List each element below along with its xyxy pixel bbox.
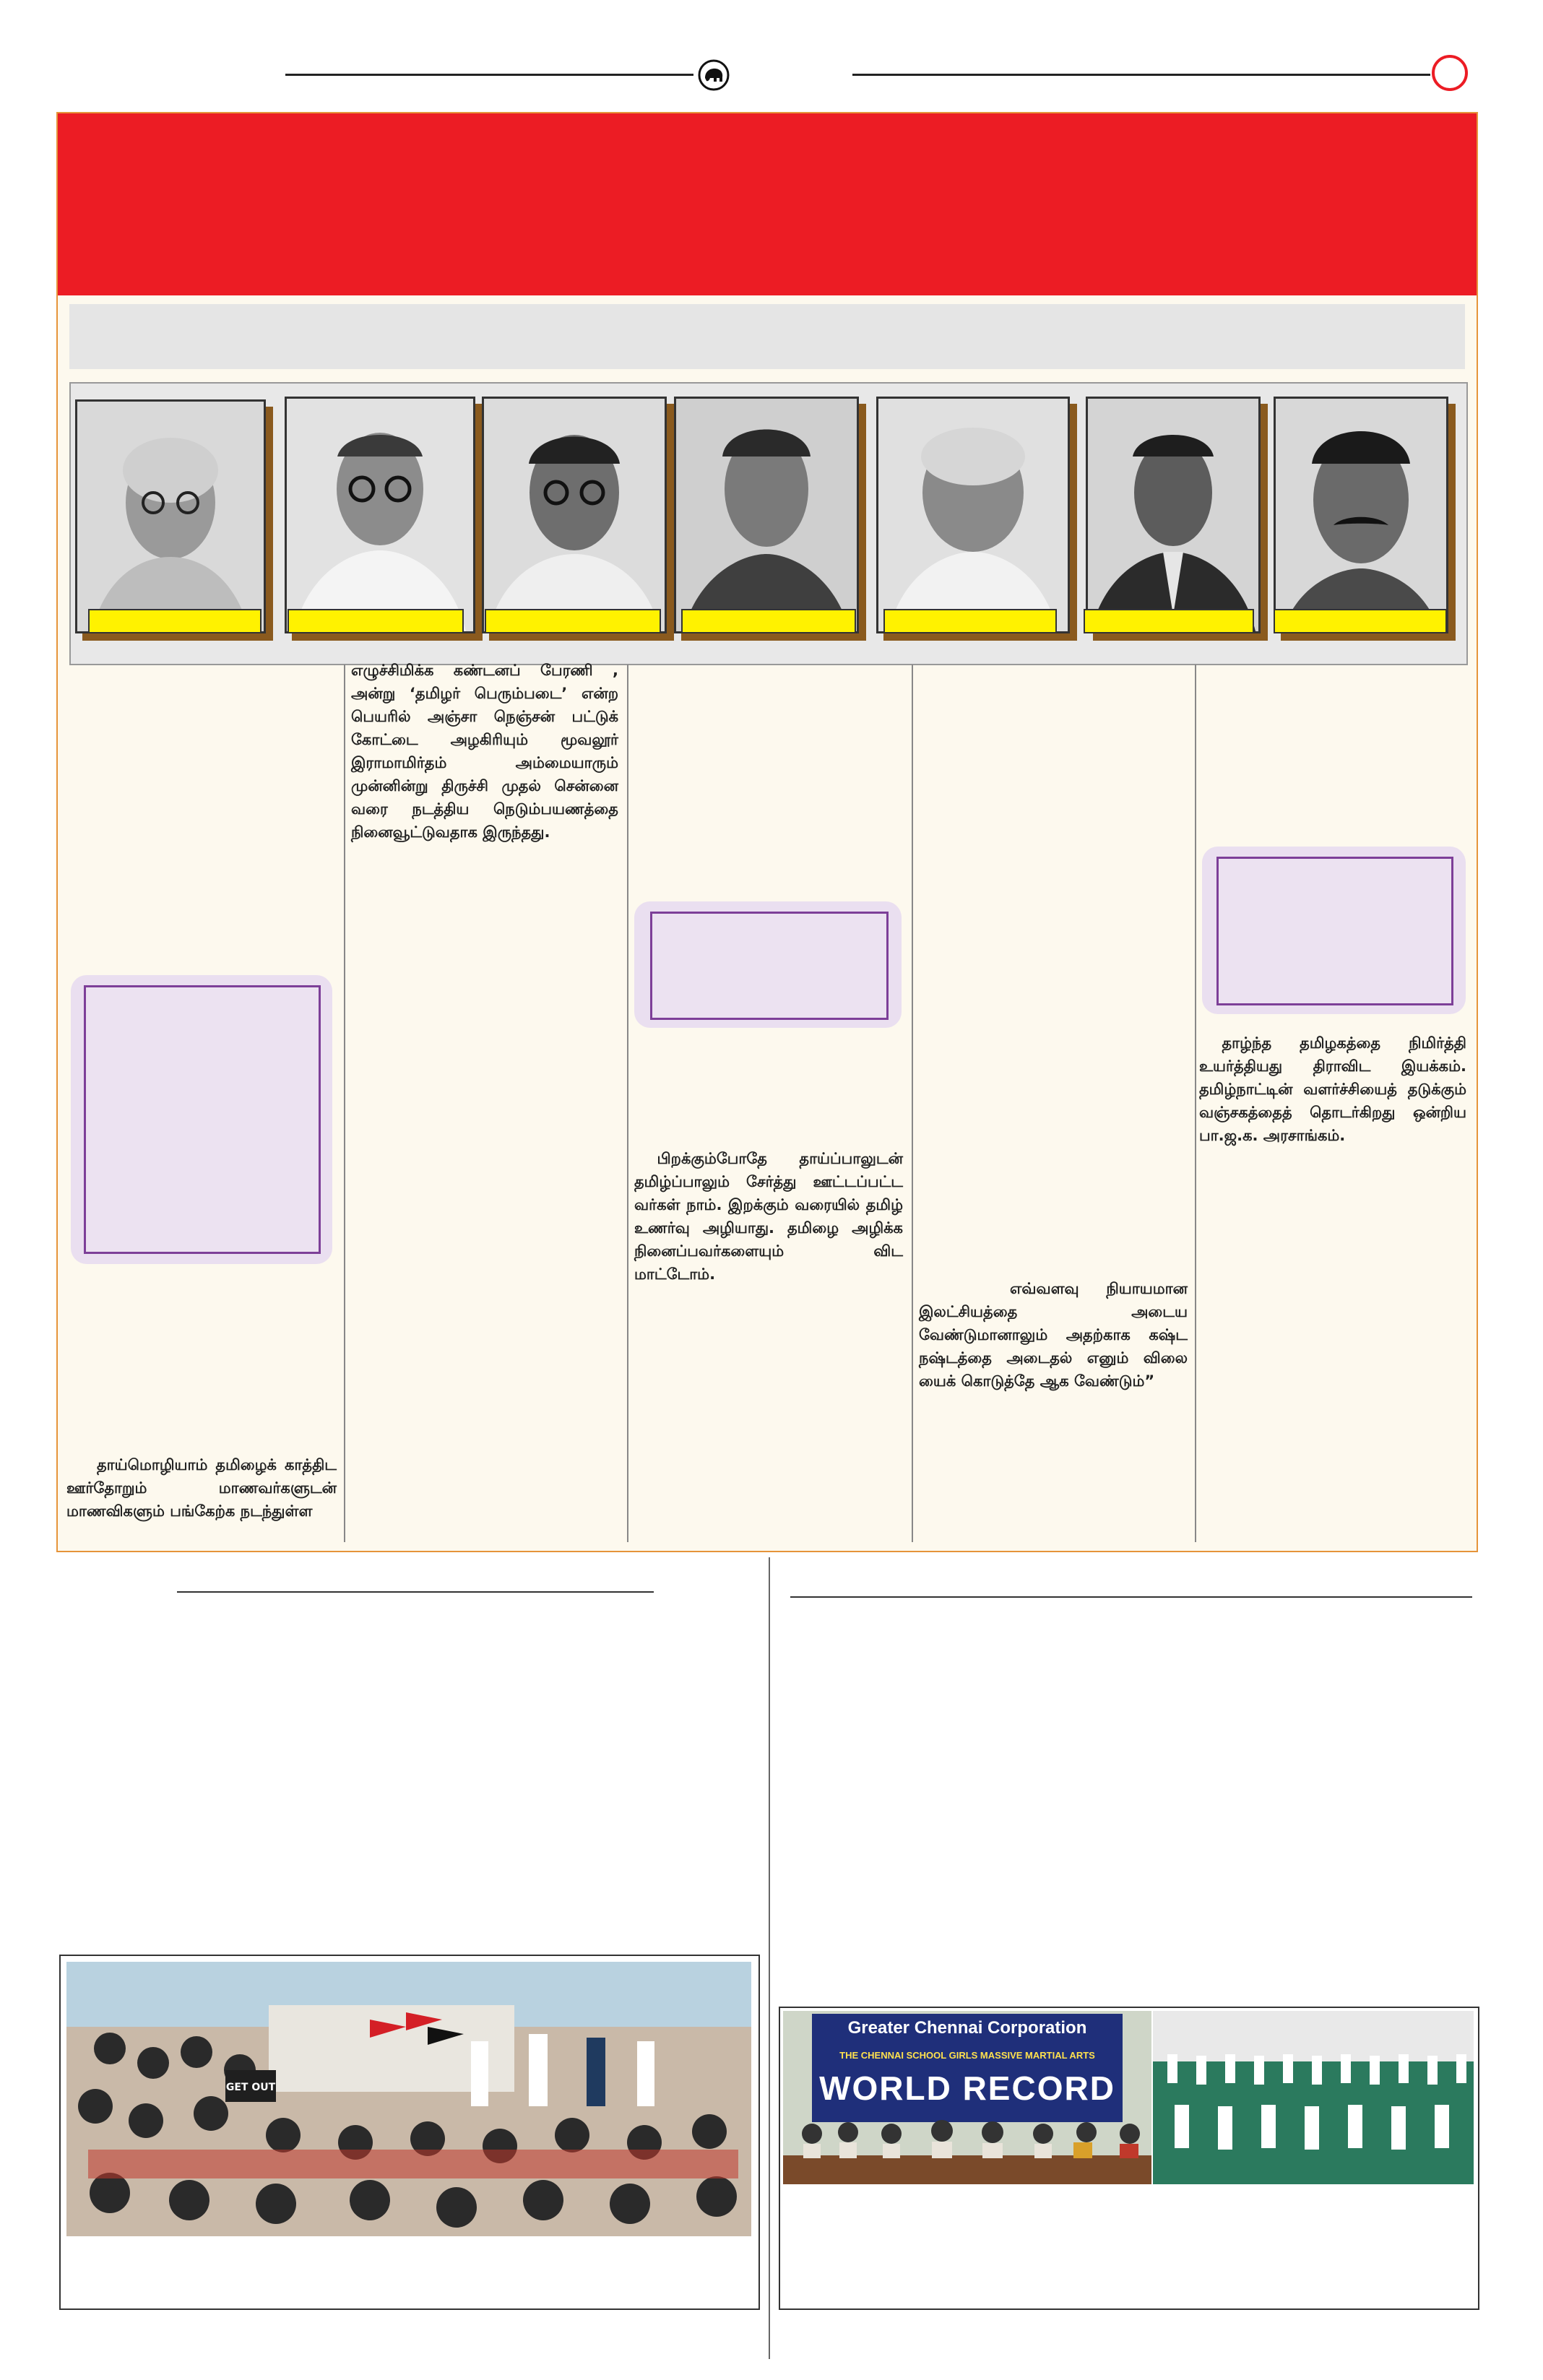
portrait-6-nameplate — [1084, 609, 1254, 633]
portrait-3-nameplate — [485, 609, 661, 633]
column-5-mid-text: தாழ்ந்த தமிழகத்தை நிமிர்த்தி உயர்த்தியது திராவிட இயக்கம். தமிழ்நாட்டின் வளர்ச்சியைத் தடுக்கும் வஞ்சகத்தைத் தொடர்கிறது ஒன்றிய பா.ஜ.க. அரசாங்கம். — [1199, 1034, 1466, 1144]
column-2-top-text: எழுச்சிமிக்க கண்டனப் பேரணி , அன்று ‘தமிழர் பெரும்படை’ என்ற பெயரில் அஞ்சா நெஞ்சன் பட்டுக் கோட்டை அழகிரியும் மூவலூர் இராமாமிர்தம் அம்மையாரும் முன்னின்று திருச்சி முதல் சென்னை வரை நடத்திய நெடும்பயணத்தை நினைவூட்டுவதாக இருந்தது. — [351, 662, 618, 841]
banner-event-text: THE CHENNAI SCHOOL GIRLS MASSIVE MARTIAL ARTS — [839, 2050, 1095, 2061]
man-with-glasses-portrait-icon — [287, 399, 473, 631]
pull-quote-3 — [1202, 847, 1466, 1014]
portrait-7-nameplate — [1274, 609, 1447, 633]
pull-quote-2-frame — [650, 912, 889, 1020]
man-with-glasses-portrait-icon — [484, 399, 665, 631]
lower-right-headline-rule — [790, 1596, 1472, 1598]
header-rule-left — [285, 74, 693, 76]
elderly-woman-portrait-icon — [77, 402, 264, 631]
feature-card — [56, 112, 1478, 1552]
portrait-4 — [674, 397, 859, 633]
column-divider-1 — [344, 665, 345, 1542]
portrait-5 — [876, 397, 1070, 633]
elderly-woman-portrait-icon — [878, 399, 1068, 631]
man-portrait-icon — [676, 399, 857, 631]
pull-quote-1 — [71, 975, 332, 1264]
portrait-1 — [75, 399, 266, 633]
portrait-3 — [482, 397, 667, 633]
elephant-emblem-icon — [696, 58, 731, 92]
column-divider-4 — [1195, 665, 1196, 1542]
event-stage-photo — [783, 2011, 1151, 2184]
banner-title-text: WORLD RECORD — [819, 2069, 1115, 2107]
event-banner — [812, 2014, 1123, 2122]
lower-center-divider — [769, 1557, 770, 2359]
protest-rally-photo — [66, 1962, 751, 2236]
protest-sign-text: GET OUT — [225, 2082, 276, 2093]
portrait-7 — [1274, 397, 1448, 633]
lower-left-headline-rule — [177, 1591, 654, 1593]
man-in-suit-portrait-icon — [1088, 399, 1258, 631]
man-with-mustache-portrait-icon — [1276, 399, 1446, 631]
portrait-6 — [1086, 397, 1261, 633]
portrait-1-nameplate — [88, 609, 262, 633]
protest-rally-photo-box — [59, 1955, 760, 2310]
martial-arts-students — [1153, 2011, 1474, 2184]
subtitle-bar — [69, 304, 1465, 369]
world-record-photo-box — [779, 2007, 1479, 2310]
column-4-bottom-text: எவ்வளவு நியாயமான இலட்சியத்தை அடைய வேண்டுமானாலும் அதற்காக கஷ்ட நஷ்டத்தை அடைதல் எனும் விலை யைக் கொடுத்தே ஆக வேண்டும்” — [919, 1280, 1188, 1390]
banner-org-text: Greater Chennai Corporation — [847, 2018, 1087, 2038]
stage-guests — [783, 2112, 1151, 2184]
pull-quote-2 — [634, 901, 902, 1028]
portrait-4-nameplate — [681, 609, 856, 633]
portrait-2 — [285, 397, 475, 633]
martial-arts-photo — [1153, 2011, 1474, 2184]
column-divider-2 — [627, 665, 628, 1542]
column-divider-3 — [912, 665, 913, 1542]
column-3-mid-text: பிறக்கும்போதே தாய்ப்பாலுடன் தமிழ்ப்பாலும் சேர்த்து ஊட்டப்பட்ட வர்கள் நாம். இறக்கும் வரையில் தமிழ் உணர்வு அழியாது. தமிழை அழிக்க நினைப்பவர்களையும் விட மாட்டோம். — [634, 1150, 903, 1283]
page-number-circle — [1432, 55, 1468, 91]
pull-quote-3-frame — [1216, 857, 1453, 1005]
pull-quote-1-frame — [84, 985, 321, 1254]
portrait-2-nameplate — [288, 609, 464, 633]
header-rule-right — [852, 74, 1430, 76]
headline-banner — [58, 113, 1477, 295]
portrait-5-nameplate — [883, 609, 1057, 633]
column-1-bottom-text: தாய்மொழியாம் தமிழைக் காத்திட ஊர்தோறும் மாணவர்களுடன் மாணவிகளும் பங்கேற்க நடந்துள்ள — [66, 1456, 337, 1520]
